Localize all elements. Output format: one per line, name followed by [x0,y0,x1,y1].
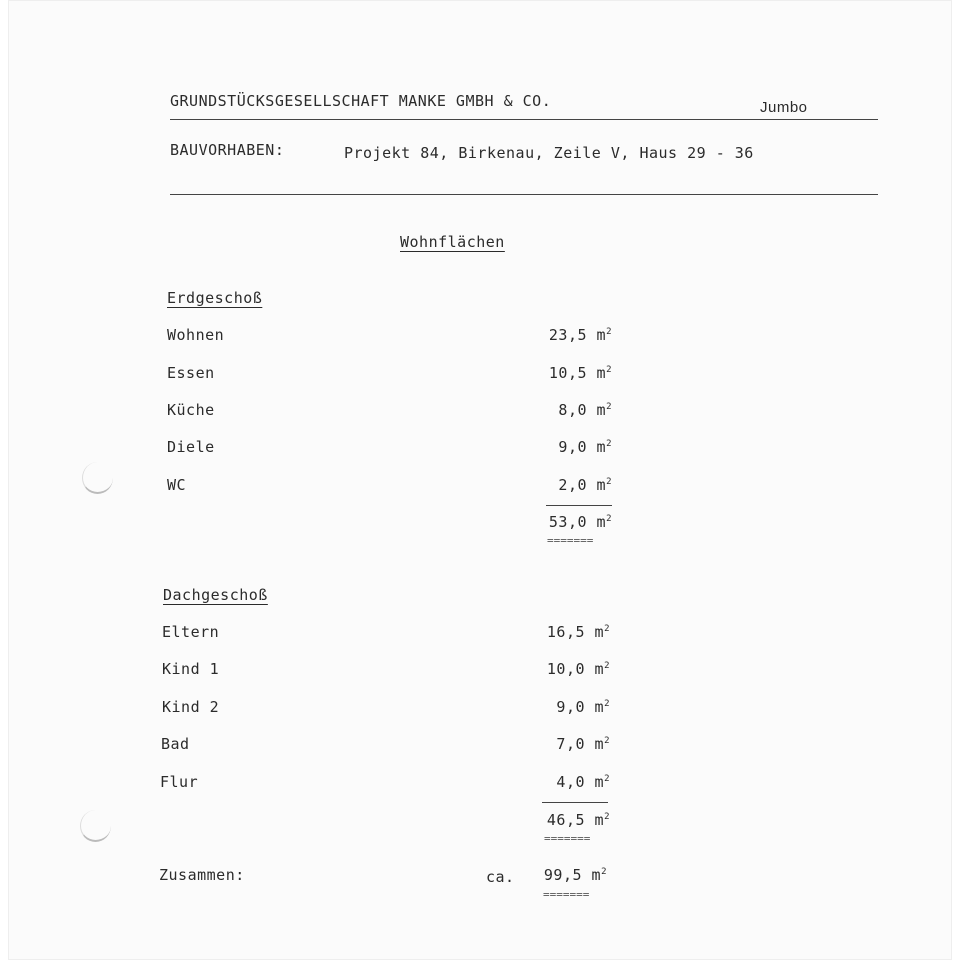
room-name: Bad [161,735,190,753]
document-page [8,0,952,960]
room-area: 7,0 $m^2$ [556,735,610,753]
punch-hole [80,810,111,842]
project-value: Projekt 84, Birkenau, Zeile V, Haus 29 - 36 [344,144,754,162]
room-area: 9,0 $m^2$ [556,698,610,716]
room-area: 16,5 $m^2$ [546,623,610,641]
room-name: WC [167,476,187,494]
room-name: Kind 2 [162,698,220,716]
room-area: 8,0 $m^2$ [558,401,612,419]
room-name: Küche [167,401,215,419]
room-name: Flur [160,773,199,791]
project-rule [170,194,878,195]
room-name: Kind 1 [162,660,220,678]
page-title: Wohnflächen [400,233,505,251]
subtotal-erdgeschoss: 53,0 $m^2$ [548,513,612,531]
room-name: Diele [167,438,215,456]
room-area: 10,5 $m^2$ [548,364,612,382]
approx-label: ca. [486,868,515,886]
subtotal-dachgeschoss: 46,5 $m^2$ [546,811,610,829]
room-name: Wohnen [167,326,225,344]
room-area: 10,0 $m^2$ [546,660,610,678]
room-area: 23,5 $m^2$ [548,326,612,344]
room-area: 4,0 $m^2$ [556,773,610,791]
grand-total: 99,5 $m^2$ [543,866,607,884]
double-underline-marker: ======= [547,534,594,547]
section-heading-erdgeschoss: Erdgeschoß [167,289,263,307]
room-area: 2,0 $m^2$ [558,476,612,494]
header-rule [170,119,878,120]
double-underline-marker: ======= [544,832,591,845]
section-heading-dachgeschoss: Dachgeschoß [163,586,268,604]
handwritten-note: Jumbo [760,99,808,116]
subtotal-rule [546,505,612,506]
company-name: GRUNDSTÜCKSGESELLSCHAFT MANKE GMBH & CO. [170,92,552,110]
project-label: BAUVORHABEN: [170,141,285,159]
double-underline-marker: ======= [543,888,590,901]
room-area: 9,0 $m^2$ [558,438,612,456]
room-name: Eltern [162,623,220,641]
punch-hole [82,462,113,494]
total-label: Zusammen: [159,866,245,884]
room-name: Essen [167,364,215,382]
subtotal-rule [542,802,608,803]
